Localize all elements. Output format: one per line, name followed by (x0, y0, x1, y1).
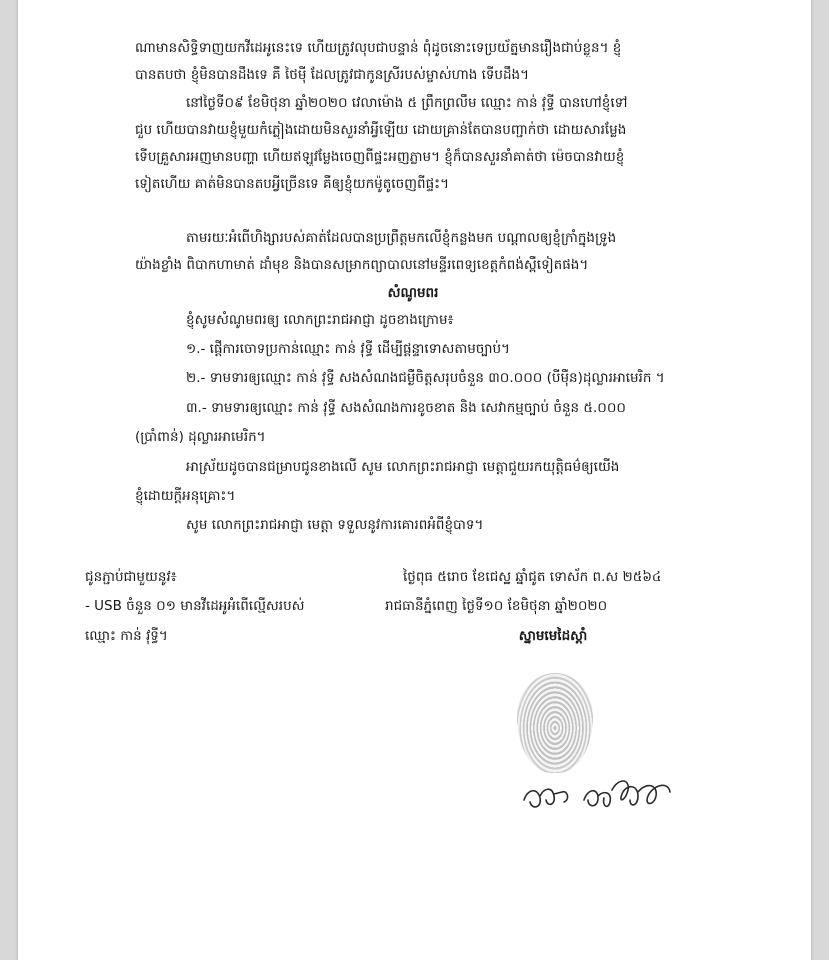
place-and-date: រាជធានីភ្នំពេញ ថ្ងៃទី១០ ខែមិថុនា ឆ្នាំ២០២០ (385, 598, 608, 614)
thumbprint-stamp (517, 673, 593, 773)
request-intro: ខ្ញុំសូមសំណូមពរឲ្យ លោកព្រះរាជអាជ្ញា ដូចខាងក្រោម៖ (186, 312, 454, 328)
request-item-3-continued: (ប្រាំពាន់) ដុល្លារអាមេរិក។ (135, 429, 266, 445)
attachment-item-continued: ឈ្មោះ កាន់ វុទ្ធី។ (85, 628, 168, 644)
request-item-1: ១.- ផ្តើការចោទប្រកាន់ឈ្មោះ កាន់ វុទ្ធី ដើម្បីផ្តន្ទាទោសតាមច្បាប់។ (186, 341, 510, 357)
closing-line-3: សូម លោកព្រះរាជអាជ្ញា មេត្តា ទទួលនូវការគោរពអំពីខ្ញុំបាទ។ (186, 517, 484, 533)
paragraph-line-6: ទៀតហើយ គាត់មិនបានតបអ្វីច្រើនទេ គឺឲ្យខ្ញុំយកម៉ូតូចេញពីផ្ទះ។ (135, 176, 449, 192)
section-heading: សំណូមពរ (387, 285, 439, 301)
attachment-item: - USB ចំនួន ០១ មានវីដេអូអំពើល្មើសរបស់ (85, 598, 305, 614)
handwritten-signature (518, 770, 688, 820)
paragraph-line-4: ជួប ហើយបានវាយខ្ញុំមួយកំភ្លៀងដោយមិនសួរនាំអ្វីឡើយ ដោយគ្រាន់តែបានបញ្ជាក់ថា ដោយសារម្លែង (135, 122, 627, 138)
request-item-3: ៣.- ទាមទារឲ្យឈ្មោះ កាន់ វុទ្ធី សងសំណងការខូចខាត និង សេវាកម្មច្បាប់ ចំនួន ៥.០០០ (186, 400, 626, 416)
paragraph-line-8: យ៉ាងខ្លាំង ពិបាកហាមាត់ ដាំមុខ និងបានសម្រាកព្យាបាលនៅមន្ទីរពេទ្យខេត្តកំពង់ស្ពឺទៀតផង។ (135, 257, 589, 273)
closing-line-2: ខ្ញុំដោយក្តីអនុគ្រោះ។ (135, 488, 236, 504)
paragraph-line-1: ណាមានសិទ្ធិទាញយកវីដេអូនេះទេ ហើយត្រូវលុបជាបន្ទាន់ ពុំដូចនោះទេប្រយ័ត្នមានរឿងជាប់ខ្លួន។ ខ្ញុំ (135, 40, 622, 56)
request-item-2: ២.- ទាមទារឲ្យឈ្មោះ កាន់ វុទ្ធី សងសំណងជម្ងឺចិត្តសរុបចំនួន ៣០.០០០ (បីម៉ឺន)ដុល្លារអាមេរិក ។ (186, 370, 665, 386)
attachment-heading: ជូនភ្ជាប់ជាមួយនូវ៖ (85, 569, 177, 585)
paragraph-line-5: ទើបគ្រួសារអញមានបញ្ហា ហើយឥឡូវម្លែងចេញពីផ្ទះអញភ្លាម។ ខ្ញុំក៏បានសួរនាំគាត់ថា ម៉េចបានវាយខ្ញុំ (135, 149, 625, 165)
closing-line-1: អាស្រ័យដូចបានជម្រាបជូនខាងលើ សូម លោកព្រះរាជអាជ្ញា មេត្តាជួយរកយុត្តិធម៌ឲ្យយើង (186, 459, 620, 475)
paragraph-line-3: នៅថ្ងៃទី០៩ ខែមិថុនា ឆ្នាំ២០២០ វេលាម៉ោង ៥ ព្រឹកព្រលឹម ឈ្មោះ កាន់ វុទ្ធី បានហៅខ្ញុំទៅ (186, 95, 628, 111)
paragraph-line-7: តាមរយៈអំពើហិង្សារបស់គាត់ដែលបានប្រព្រឹត្តមកលើខ្ញុំកន្លងមក បណ្តាលឲ្យខ្ញុំក្រាំក្នុងទ្រូង (186, 230, 617, 246)
signature-caption: ស្នាមមេដៃស្តាំ (518, 628, 588, 644)
lunar-date: ថ្ងៃពុធ ៥រោច ខែជេស្ឋ ឆ្នាំជូត ទោស័ក ព.ស ២៥៦៤ (403, 569, 662, 585)
paragraph-line-2: បានតបថា ខ្ញុំមិនបានដឹងទេ គឺ ថៃម៉ី ដែលត្រូវជាកូនស្រីរបស់ម្ចាស់ហាង ទើបដឹង។ (135, 67, 530, 83)
document-page (18, 0, 811, 960)
